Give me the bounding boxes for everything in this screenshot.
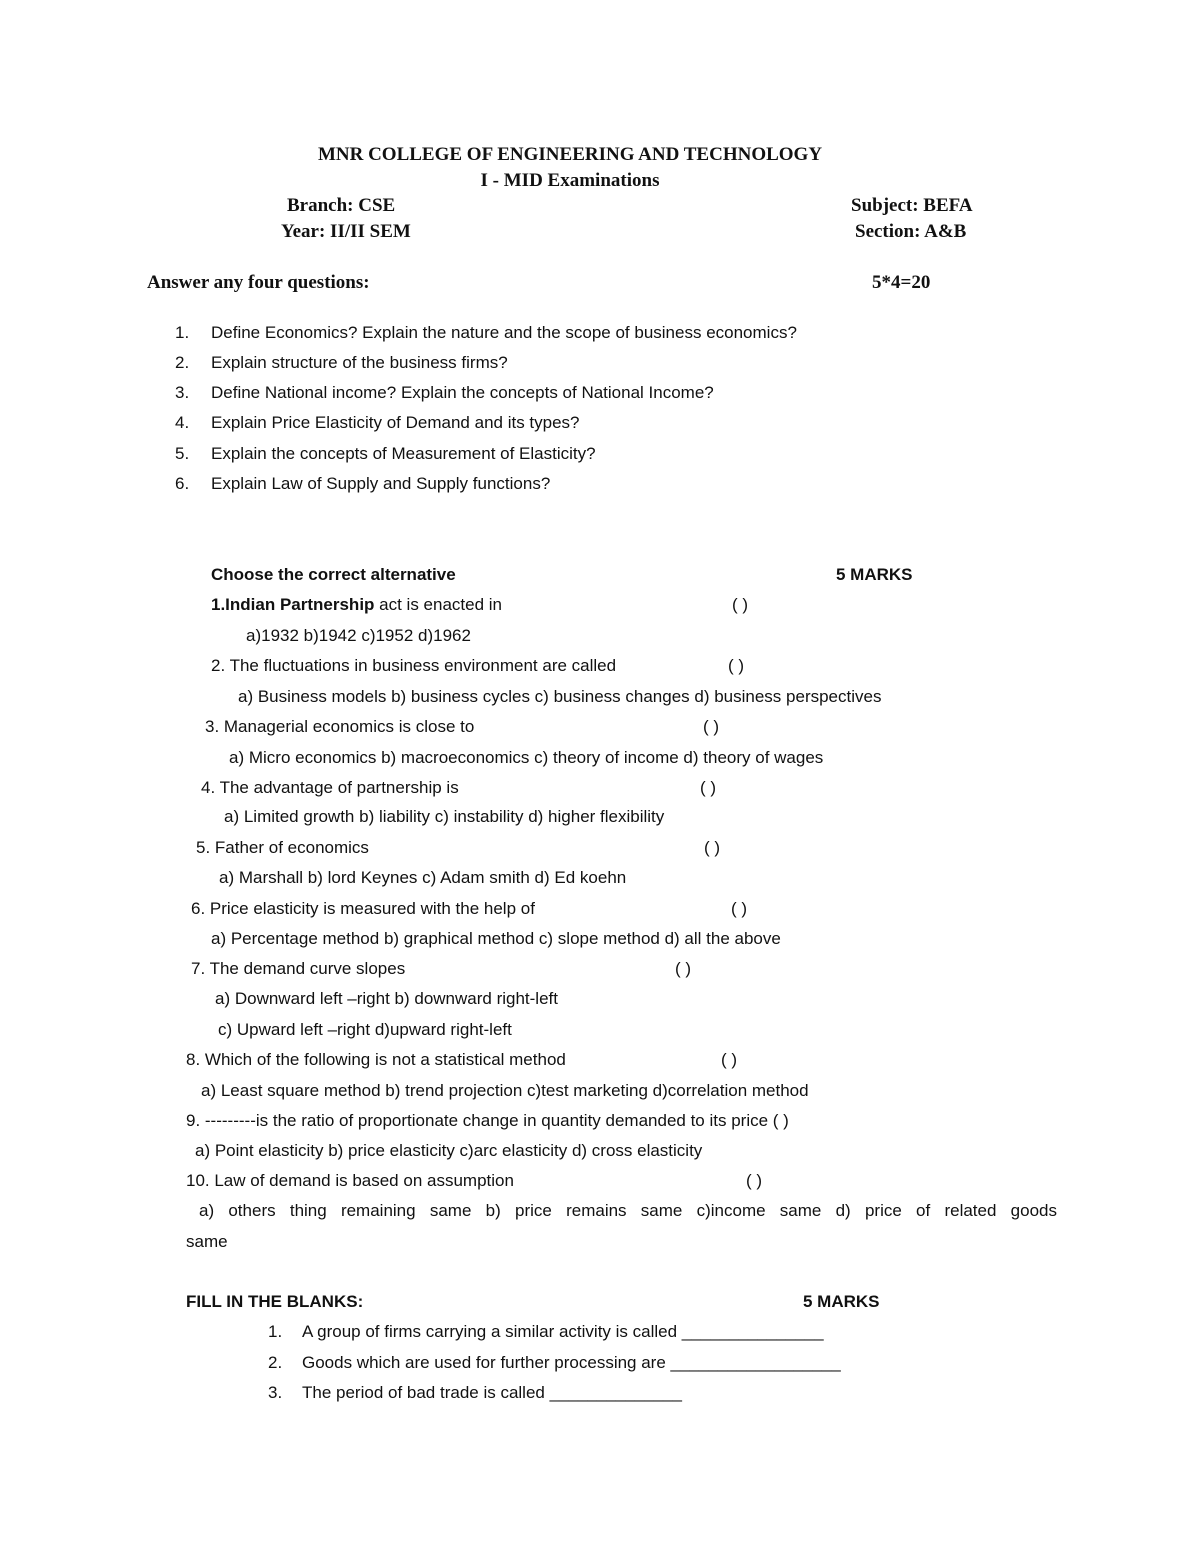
mcq-question: 4. The advantage of partnership is (201, 778, 459, 797)
question-text: Explain structure of the business firms? (211, 353, 508, 372)
mcq-question: 7. The demand curve slopes (191, 959, 406, 978)
section-label: Section: A&B (855, 221, 967, 242)
mcq-question (211, 596, 502, 613)
mcq-question: 9. ---------is the ratio of proportionate change in quantity demanded to its price ( ) (186, 1111, 789, 1130)
year-label: Year: II/II SEM (281, 221, 411, 242)
mcq-options: c) Upward left –right d)upward right-left (218, 1020, 512, 1039)
fill-marks: 5 MARKS (803, 1292, 880, 1311)
answer-bracket: ( ) (728, 656, 745, 675)
exam-title: I - MID Examinations (480, 170, 660, 191)
college-name: MNR COLLEGE OF ENGINEERING AND TECHNOLOGY (317, 144, 823, 165)
mcq-options: a) Downward left –right b) downward right-left (215, 989, 558, 1008)
fill-number: 1. (268, 1322, 283, 1341)
mcq-question: 2. The fluctuations in business environment are called (211, 656, 617, 675)
question-number: 6. (175, 474, 190, 493)
answer-bracket: ( ) (731, 899, 748, 918)
mcq-options: a) others thing remaining same b) price remains same c)income same d) price of related goods (199, 1201, 1057, 1220)
answer-bracket: ( ) (704, 838, 721, 857)
mcq-question-bold: 1.Indian Partnership (211, 595, 375, 614)
answer-bracket: ( ) (675, 959, 692, 978)
mcq-question: 10. Law of demand is based on assumption (186, 1171, 514, 1190)
answer-bracket: ( ) (732, 595, 749, 614)
mcq-marks: 5 MARKS (836, 565, 913, 584)
question-text: Explain Price Elasticity of Demand and its types? (211, 413, 580, 432)
branch-label: Branch: CSE (287, 195, 396, 216)
fill-text: A group of firms carrying a similar activity is called _______________ (302, 1322, 824, 1341)
fill-number: 2. (268, 1353, 283, 1372)
mcq-options: a) Point elasticity b) price elasticity c)arc elasticity d) cross elasticity (195, 1141, 703, 1160)
answer-bracket: ( ) (703, 717, 720, 736)
answer-bracket: ( ) (721, 1050, 738, 1069)
subject-label: Subject: BEFA (851, 195, 973, 216)
mcq-options: same (186, 1232, 228, 1251)
mcq-options: a) Least square method b) trend projection c)test marketing d)correlation method (201, 1081, 809, 1100)
part-a-marks: 5*4=20 (872, 272, 931, 293)
fill-number: 3. (268, 1383, 283, 1402)
mcq-heading: Choose the correct alternative (211, 565, 456, 584)
mcq-options: a) Percentage method b) graphical method c) slope method d) all the above (211, 929, 781, 948)
mcq-options: a) Business models b) business cycles c) business changes d) business perspectives (238, 687, 882, 706)
question-number: 3. (175, 383, 190, 402)
question-number: 1. (175, 323, 190, 342)
question-text: Define Economics? Explain the nature and the scope of business economics? (211, 323, 797, 342)
mcq-question: 6. Price elasticity is measured with the help of (191, 899, 535, 918)
question-number: 5. (175, 444, 190, 463)
fill-heading: FILL IN THE BLANKS: (186, 1292, 364, 1311)
answer-bracket: ( ) (746, 1171, 763, 1190)
mcq-question-rest: act is enacted in (374, 595, 503, 614)
mcq-question: 3. Managerial economics is close to (205, 717, 475, 736)
question-text: Explain Law of Supply and Supply functions? (211, 474, 551, 493)
answer-bracket: ( ) (700, 778, 717, 797)
question-text: Explain the concepts of Measurement of Elasticity? (211, 444, 596, 463)
mcq-question: 8. Which of the following is not a statistical method (186, 1050, 566, 1069)
mcq-options: a) Marshall b) lord Keynes c) Adam smith d) Ed koehn (219, 868, 627, 887)
question-number: 4. (175, 413, 190, 432)
fill-text: The period of bad trade is called ______________ (302, 1383, 682, 1402)
mcq-options: a) Limited growth b) liability c) instability d) higher flexibility (224, 807, 665, 826)
fill-text: Goods which are used for further processing are __________________ (302, 1353, 841, 1372)
mcq-options: a) Micro economics b) macroeconomics c) theory of income d) theory of wages (229, 748, 824, 767)
question-text: Define National income? Explain the concepts of National Income? (211, 383, 714, 402)
mcq-options: a)1932 b)1942 c)1952 d)1962 (246, 626, 471, 645)
question-number: 2. (175, 353, 190, 372)
instruction: Answer any four questions: (147, 272, 370, 293)
mcq-question: 5. Father of economics (196, 838, 369, 857)
